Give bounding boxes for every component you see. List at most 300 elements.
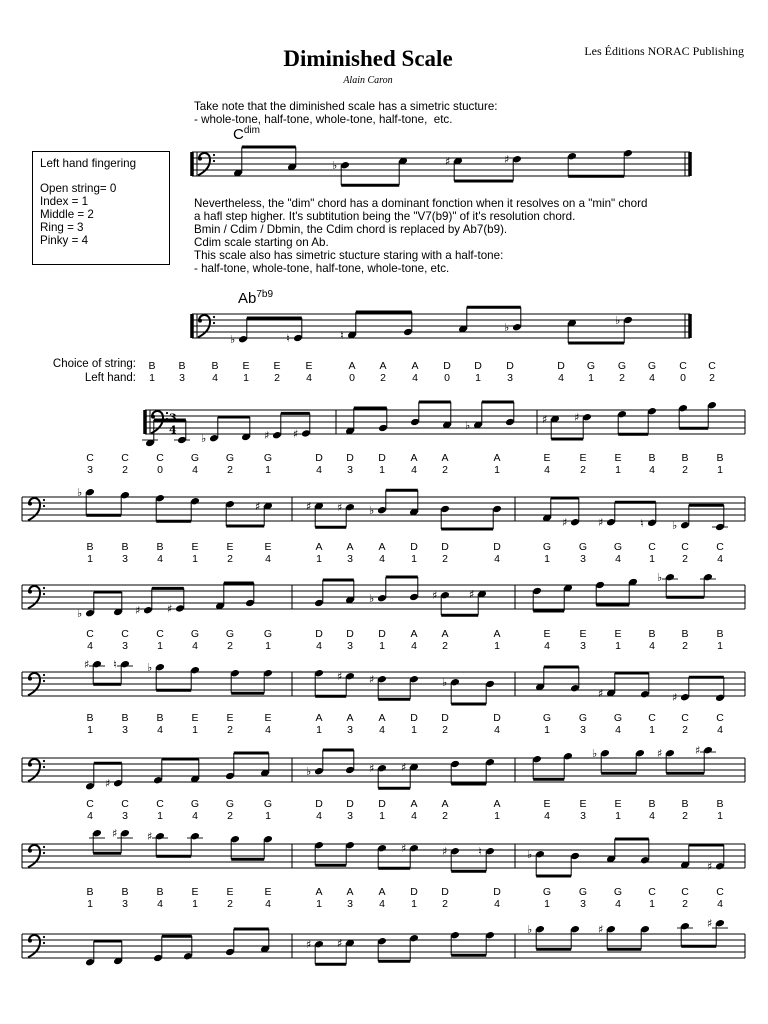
tab-string-letter: A (493, 452, 501, 464)
tab-string-letter: G (613, 886, 623, 898)
tab-string-letter: C (121, 798, 129, 810)
tab-finger-number: 4 (192, 464, 198, 476)
bass-clef-dot (166, 412, 168, 414)
tab-string-letter: E (226, 541, 234, 553)
bass-clef-dot (198, 157, 202, 161)
tab-string-letter: G (542, 712, 552, 724)
tab-finger-number: 1 (379, 464, 385, 476)
tab-finger-number: 2 (227, 898, 233, 910)
tab-finger-number: 3 (580, 553, 586, 565)
sharp-icon: ♯ (401, 761, 407, 774)
tab-finger-number: 1 (717, 640, 723, 652)
staff (22, 827, 745, 876)
tab-finger-number: 2 (122, 464, 128, 476)
tab-finger-number: 2 (442, 553, 448, 565)
sharp-icon: ♯ (147, 830, 153, 844)
flat-icon: ♭ (504, 321, 510, 335)
bass-clef-dot (28, 849, 32, 853)
tab-finger-number: 1 (265, 640, 271, 652)
sharp-icon: ♯ (598, 687, 604, 700)
bass-clef-dot (28, 763, 32, 767)
tab-finger-number: 4 (494, 724, 500, 736)
bass-clef-dot (213, 316, 215, 318)
tab-finger-number: 1 (411, 553, 417, 565)
tab-string-letter: D (346, 628, 354, 640)
flat-icon: ♭ (442, 676, 448, 690)
sharp-icon: ♯ (695, 744, 701, 758)
tab-finger-number: 3 (347, 553, 353, 565)
tab-finger-number: 2 (580, 464, 586, 476)
tab-string-letter: G (586, 360, 596, 372)
tab-string-letter: D (315, 452, 323, 464)
tab-finger-number: 1 (494, 464, 500, 476)
tab-finger-number: 1 (316, 553, 322, 565)
flat-icon: ♭ (369, 592, 375, 606)
tab-string-letter: B (681, 628, 689, 640)
tab-string-letter: C (156, 798, 164, 810)
author-name: Alain Caron (343, 75, 393, 86)
tab-finger-number: 2 (227, 724, 233, 736)
tab-string-letter: G (225, 628, 235, 640)
tab-string-letter: B (648, 452, 656, 464)
sharp-icon: ♯ (337, 937, 343, 950)
bass-clef-dot (43, 942, 45, 944)
sharp-icon: ♯ (469, 588, 475, 601)
tab-string-letter: A (378, 886, 386, 898)
tab-finger-number: 4 (558, 372, 564, 384)
natural-icon: ♮ (286, 332, 290, 345)
tab-finger-number: 3 (122, 898, 128, 910)
tab-string-letter: E (543, 452, 551, 464)
tab-string-letter: E (273, 360, 281, 372)
tab-string-letter: D (441, 541, 449, 553)
tab-finger-number: 0 (157, 464, 163, 476)
tab-string-letter: C (681, 712, 689, 724)
tab-finger-number: 3 (347, 724, 353, 736)
tab-string-letter: A (315, 712, 323, 724)
tab-string-letter: A (346, 886, 354, 898)
bass-clef-dot (43, 760, 45, 762)
tab-finger-number: 4 (212, 372, 218, 384)
tab-finger-number: 1 (265, 464, 271, 476)
tab-finger-number: 1 (544, 898, 550, 910)
sharp-icon: ♯ (598, 923, 604, 937)
tab-finger-number: 2 (682, 810, 688, 822)
tab-string-letter: E (305, 360, 313, 372)
tab-finger-number: 2 (227, 553, 233, 565)
bass-clef-dot (28, 590, 32, 594)
tab-string-letter: D (441, 886, 449, 898)
tab-finger-number: 3 (87, 464, 93, 476)
tab-finger-number: 2 (682, 724, 688, 736)
tab-finger-number: 2 (682, 898, 688, 910)
staff (22, 486, 745, 532)
tab-string-letter: B (681, 798, 689, 810)
flat-icon: ♭ (332, 159, 338, 173)
page-title: Diminished Scale (283, 46, 453, 71)
tab-string-letter: B (156, 712, 164, 724)
tab-string-letter: C (86, 628, 94, 640)
time-signature-top: 3 (169, 411, 177, 425)
tab-string-letter: D (346, 798, 354, 810)
tab-string-letter: B (148, 360, 156, 372)
sharp-icon: ♯ (167, 602, 173, 616)
flat-icon: ♭ (527, 848, 533, 862)
sharp-icon: ♯ (306, 938, 312, 952)
tab-string-letter: A (493, 798, 501, 810)
tab-string-letter: B (121, 886, 129, 898)
natural-icon: ♮ (113, 658, 117, 672)
tab-string-letter: B (648, 798, 656, 810)
tab-finger-number: 1 (544, 553, 550, 565)
tab-string-letter: C (716, 712, 724, 724)
tab-string-letter: B (681, 452, 689, 464)
bass-clef-dot (213, 160, 215, 162)
explanation-line-6: - half-tone, whole-tone, half-tone, whole-tone, etc. (194, 262, 450, 275)
tab-finger-number: 1 (192, 724, 198, 736)
tab-finger-number: 2 (619, 372, 625, 384)
tab-string-letter: A (441, 452, 449, 464)
tab-string-letter: C (679, 360, 687, 372)
flat-icon: ♭ (201, 432, 207, 446)
bass-clef-dot (28, 502, 32, 506)
flat-icon: ♭ (147, 661, 153, 675)
sharp-icon: ♯ (562, 516, 568, 530)
tab-string-letter: A (378, 541, 386, 553)
tab-finger-number: 1 (379, 810, 385, 822)
publisher-name: Les Éditions NORAC Publishing (584, 44, 744, 58)
tab-string-letter: E (614, 452, 622, 464)
tab-string-letter: A (441, 798, 449, 810)
sharp-icon: ♯ (707, 860, 713, 874)
tab-finger-number: 3 (580, 724, 586, 736)
fingering-item: Index = 1 (40, 195, 89, 208)
tab-string-letter: D (378, 628, 386, 640)
tab-finger-number: 4 (615, 724, 621, 736)
tab-string-letter: D (474, 360, 482, 372)
tab-string-letter: G (263, 798, 273, 810)
tab-string-letter: C (648, 886, 656, 898)
flat-icon: ♭ (592, 747, 598, 761)
tab-finger-number: 3 (347, 640, 353, 652)
bass-clef-dot (213, 154, 215, 156)
tab-string-letter: B (86, 886, 94, 898)
tab-finger-number: 4 (411, 810, 417, 822)
tab-string-letter: B (121, 712, 129, 724)
tab-finger-number: 4 (192, 810, 198, 822)
tab-finger-number: 2 (709, 372, 715, 384)
tab-string-letter: D (443, 360, 451, 372)
tab-finger-number: 1 (588, 372, 594, 384)
tab-string-letter: D (315, 798, 323, 810)
sharp-icon: ♯ (445, 155, 451, 168)
tab-finger-number: 2 (227, 640, 233, 652)
fingering-legend-title: Left hand fingering (40, 157, 137, 170)
staff (22, 917, 745, 966)
tab-string-letter: G (542, 886, 552, 898)
tab-finger-number: 4 (494, 553, 500, 565)
tab-finger-number: 1 (615, 640, 621, 652)
tab-finger-number: 3 (347, 810, 353, 822)
tab-finger-number: 4 (615, 898, 621, 910)
sharp-icon: ♯ (432, 589, 438, 603)
tab-string-letter: E (614, 798, 622, 810)
tab-string-letter: A (346, 712, 354, 724)
staff (22, 658, 745, 704)
tab-string-letter: E (614, 628, 622, 640)
tab-finger-number: 1 (475, 372, 481, 384)
tab-finger-number: 1 (649, 553, 655, 565)
tab-finger-number: 2 (380, 372, 386, 384)
tab-string-letter: B (178, 360, 186, 372)
tab-string-letter: D (493, 712, 501, 724)
tab-string-letter: B (211, 360, 219, 372)
tab-finger-number: 1 (717, 464, 723, 476)
bass-clef-dot (151, 415, 155, 419)
staff (192, 307, 690, 346)
tab-finger-number: 4 (192, 640, 198, 652)
tab-finger-number: 4 (316, 810, 322, 822)
tab-finger-number: 1 (149, 372, 155, 384)
tab-finger-number: 0 (680, 372, 686, 384)
tab-finger-number: 1 (243, 372, 249, 384)
intro-line-2: - whole-tone, half-tone, whole-tone, half-tone, etc. (194, 113, 453, 126)
flat-icon: ♭ (369, 504, 375, 518)
tab-finger-number: 3 (122, 640, 128, 652)
tab-string-letter: A (410, 798, 418, 810)
sharp-icon: ♯ (255, 500, 261, 513)
tab-finger-number: 2 (442, 724, 448, 736)
fingering-item: Open string= 0 (40, 182, 117, 195)
tab-finger-number: 1 (411, 898, 417, 910)
tab-string-letter: C (121, 452, 129, 464)
tab-string-letter: D (557, 360, 565, 372)
tab-finger-number: 4 (544, 464, 550, 476)
tab-finger-number: 4 (157, 724, 163, 736)
sharp-icon: ♯ (306, 500, 312, 513)
tab-finger-number: 1 (87, 898, 93, 910)
tab-finger-number: 1 (265, 810, 271, 822)
sharp-icon: ♯ (337, 501, 343, 515)
staff (192, 147, 690, 185)
explanation-line-1: Nevertheless, the "dim" chord has a dominant fonction when it resolves on a "min" chord (194, 197, 648, 210)
bass-clef-dot (213, 322, 215, 324)
explanation-line-2: a hafl step higher. It's subtitution being the "V7(b9)" of it's resolution chord. (194, 210, 576, 223)
tab-finger-number: 4 (494, 898, 500, 910)
tab-string-letter: A (348, 360, 356, 372)
tab-finger-number: 4 (615, 553, 621, 565)
sharp-icon: ♯ (112, 827, 118, 841)
tab-finger-number: 4 (717, 898, 723, 910)
bass-clef-dot (28, 677, 32, 681)
sharp-icon: ♯ (135, 604, 141, 618)
sharp-icon: ♯ (657, 747, 663, 761)
choice-of-string-label: Choice of string: (52, 358, 136, 370)
tab-finger-number: 4 (265, 724, 271, 736)
tab-finger-number: 3 (122, 724, 128, 736)
tab-string-letter: C (681, 886, 689, 898)
tab-finger-number: 1 (494, 810, 500, 822)
bass-clef-dot (43, 499, 45, 501)
tab-string-letter: E (543, 798, 551, 810)
sharp-icon: ♯ (369, 673, 375, 687)
chord-symbol-ab7b9: $Ab^{7b9}$ (238, 289, 274, 307)
tab-finger-number: 3 (179, 372, 185, 384)
staff (142, 401, 745, 447)
tab-finger-number: 2 (227, 464, 233, 476)
tab-finger-number: 1 (717, 810, 723, 822)
tab-string-letter: G (263, 628, 273, 640)
tab-string-letter: B (156, 886, 164, 898)
tab-finger-number: 1 (379, 640, 385, 652)
bass-clef-dot (43, 505, 45, 507)
tab-finger-number: 4 (649, 464, 655, 476)
tab-finger-number: 3 (580, 810, 586, 822)
tab-finger-number: 4 (379, 898, 385, 910)
tab-string-letter: D (493, 541, 501, 553)
tab-string-letter: B (156, 541, 164, 553)
sharp-icon: ♯ (105, 777, 111, 791)
tab-string-letter: A (411, 360, 419, 372)
tab-string-letter: C (648, 712, 656, 724)
tab-string-letter: D (378, 452, 386, 464)
sharp-icon: ♯ (442, 845, 448, 859)
tab-finger-number: 4 (316, 464, 322, 476)
sharp-icon: ♯ (293, 427, 299, 441)
tab-finger-number: 3 (347, 464, 353, 476)
tab-finger-number: 4 (157, 553, 163, 565)
flat-icon: ♭ (77, 486, 83, 500)
tab-finger-number: 4 (306, 372, 312, 384)
explanation-line-5: This scale also has simetric stucture staring with a half-tone: (194, 249, 504, 262)
tab-finger-number: 4 (87, 810, 93, 822)
sharp-icon: ♯ (574, 411, 580, 425)
sharp-icon: ♯ (542, 413, 548, 426)
tab-string-letter: C (681, 541, 689, 553)
tab-finger-number: 2 (682, 464, 688, 476)
bass-clef-dot (43, 680, 45, 682)
tab-string-letter: E (226, 886, 234, 898)
bass-clef-dot (43, 766, 45, 768)
tab-string-letter: E (543, 628, 551, 640)
tab-finger-number: 4 (649, 640, 655, 652)
sharp-icon: ♯ (598, 516, 604, 530)
tab-string-letter: E (579, 628, 587, 640)
tab-finger-number: 4 (717, 553, 723, 565)
sharp-icon: ♯ (504, 153, 510, 167)
tab-string-letter: B (716, 628, 724, 640)
tab-string-letter: G (613, 541, 623, 553)
tab-finger-number: 3 (347, 898, 353, 910)
tab-string-letter: E (191, 541, 199, 553)
tab-finger-number: 4 (649, 810, 655, 822)
tab-string-letter: G (190, 452, 200, 464)
tab-string-letter: B (121, 541, 129, 553)
explanation-line-4: Cdim scale starting on Ab. (194, 236, 329, 249)
bass-clef-dot (43, 587, 45, 589)
tab-finger-number: 1 (157, 810, 163, 822)
tab-string-letter: C (156, 452, 164, 464)
tab-string-letter: D (378, 798, 386, 810)
tab-finger-number: 1 (192, 898, 198, 910)
time-signature-bottom: 4 (169, 423, 177, 437)
tab-finger-number: 1 (316, 898, 322, 910)
sharp-icon: ♯ (672, 691, 678, 705)
flat-icon: ♭ (230, 333, 236, 347)
tab-string-letter: E (191, 712, 199, 724)
tab-string-letter: B (716, 798, 724, 810)
tab-finger-number: 1 (544, 724, 550, 736)
bass-clef-dot (28, 939, 32, 943)
tab-string-letter: E (264, 886, 272, 898)
tab-finger-number: 1 (494, 640, 500, 652)
tab-finger-number: 2 (442, 898, 448, 910)
tab-string-letter: C (716, 541, 724, 553)
tab-finger-number: 4 (265, 553, 271, 565)
flat-icon: ♭ (657, 571, 663, 585)
tab-string-letter: E (579, 798, 587, 810)
tab-finger-number: 4 (411, 640, 417, 652)
tab-finger-number: 1 (87, 724, 93, 736)
tab-string-letter: E (226, 712, 234, 724)
tab-string-letter: D (346, 452, 354, 464)
tab-string-letter: E (579, 452, 587, 464)
tab-finger-number: 1 (649, 898, 655, 910)
tab-string-letter: G (578, 712, 588, 724)
bass-clef-dot (43, 936, 45, 938)
tab-string-letter: E (264, 712, 272, 724)
tab-finger-number: 2 (227, 810, 233, 822)
tab-finger-number: 1 (316, 724, 322, 736)
tab-finger-number: 4 (717, 724, 723, 736)
tab-finger-number: 3 (580, 898, 586, 910)
tab-string-letter: D (410, 886, 418, 898)
tab-finger-number: 1 (411, 724, 417, 736)
tab-string-letter: B (648, 628, 656, 640)
tab-finger-number: 3 (580, 640, 586, 652)
tab-string-letter: G (542, 541, 552, 553)
staff (22, 744, 745, 790)
tab-finger-number: 4 (412, 372, 418, 384)
tab-string-letter: G (613, 712, 623, 724)
tab-finger-number: 4 (316, 640, 322, 652)
tab-string-letter: G (190, 628, 200, 640)
tab-string-letter: B (86, 541, 94, 553)
tab-finger-number: 3 (122, 553, 128, 565)
sharp-icon: ♯ (337, 670, 343, 684)
flat-icon: ♭ (527, 923, 533, 937)
tab-finger-number: 1 (649, 724, 655, 736)
tab-string-letter: E (242, 360, 250, 372)
fingering-item: Ring = 3 (40, 221, 84, 234)
flat-icon: ♭ (465, 419, 471, 432)
tab-string-letter: C (86, 798, 94, 810)
tab-finger-number: 2 (274, 372, 280, 384)
sharp-icon: ♯ (401, 842, 407, 856)
tab-string-letter: A (493, 628, 501, 640)
tab-finger-number: 1 (87, 553, 93, 565)
tab-finger-number: 1 (615, 810, 621, 822)
tab-finger-number: 2 (682, 640, 688, 652)
bass-clef-dot (43, 593, 45, 595)
tab-finger-number: 4 (379, 553, 385, 565)
tab-string-letter: G (225, 798, 235, 810)
tab-string-letter: A (410, 628, 418, 640)
tab-finger-number: 4 (265, 898, 271, 910)
staff (22, 571, 745, 620)
tab-finger-number: 1 (157, 640, 163, 652)
tab-string-letter: A (379, 360, 387, 372)
